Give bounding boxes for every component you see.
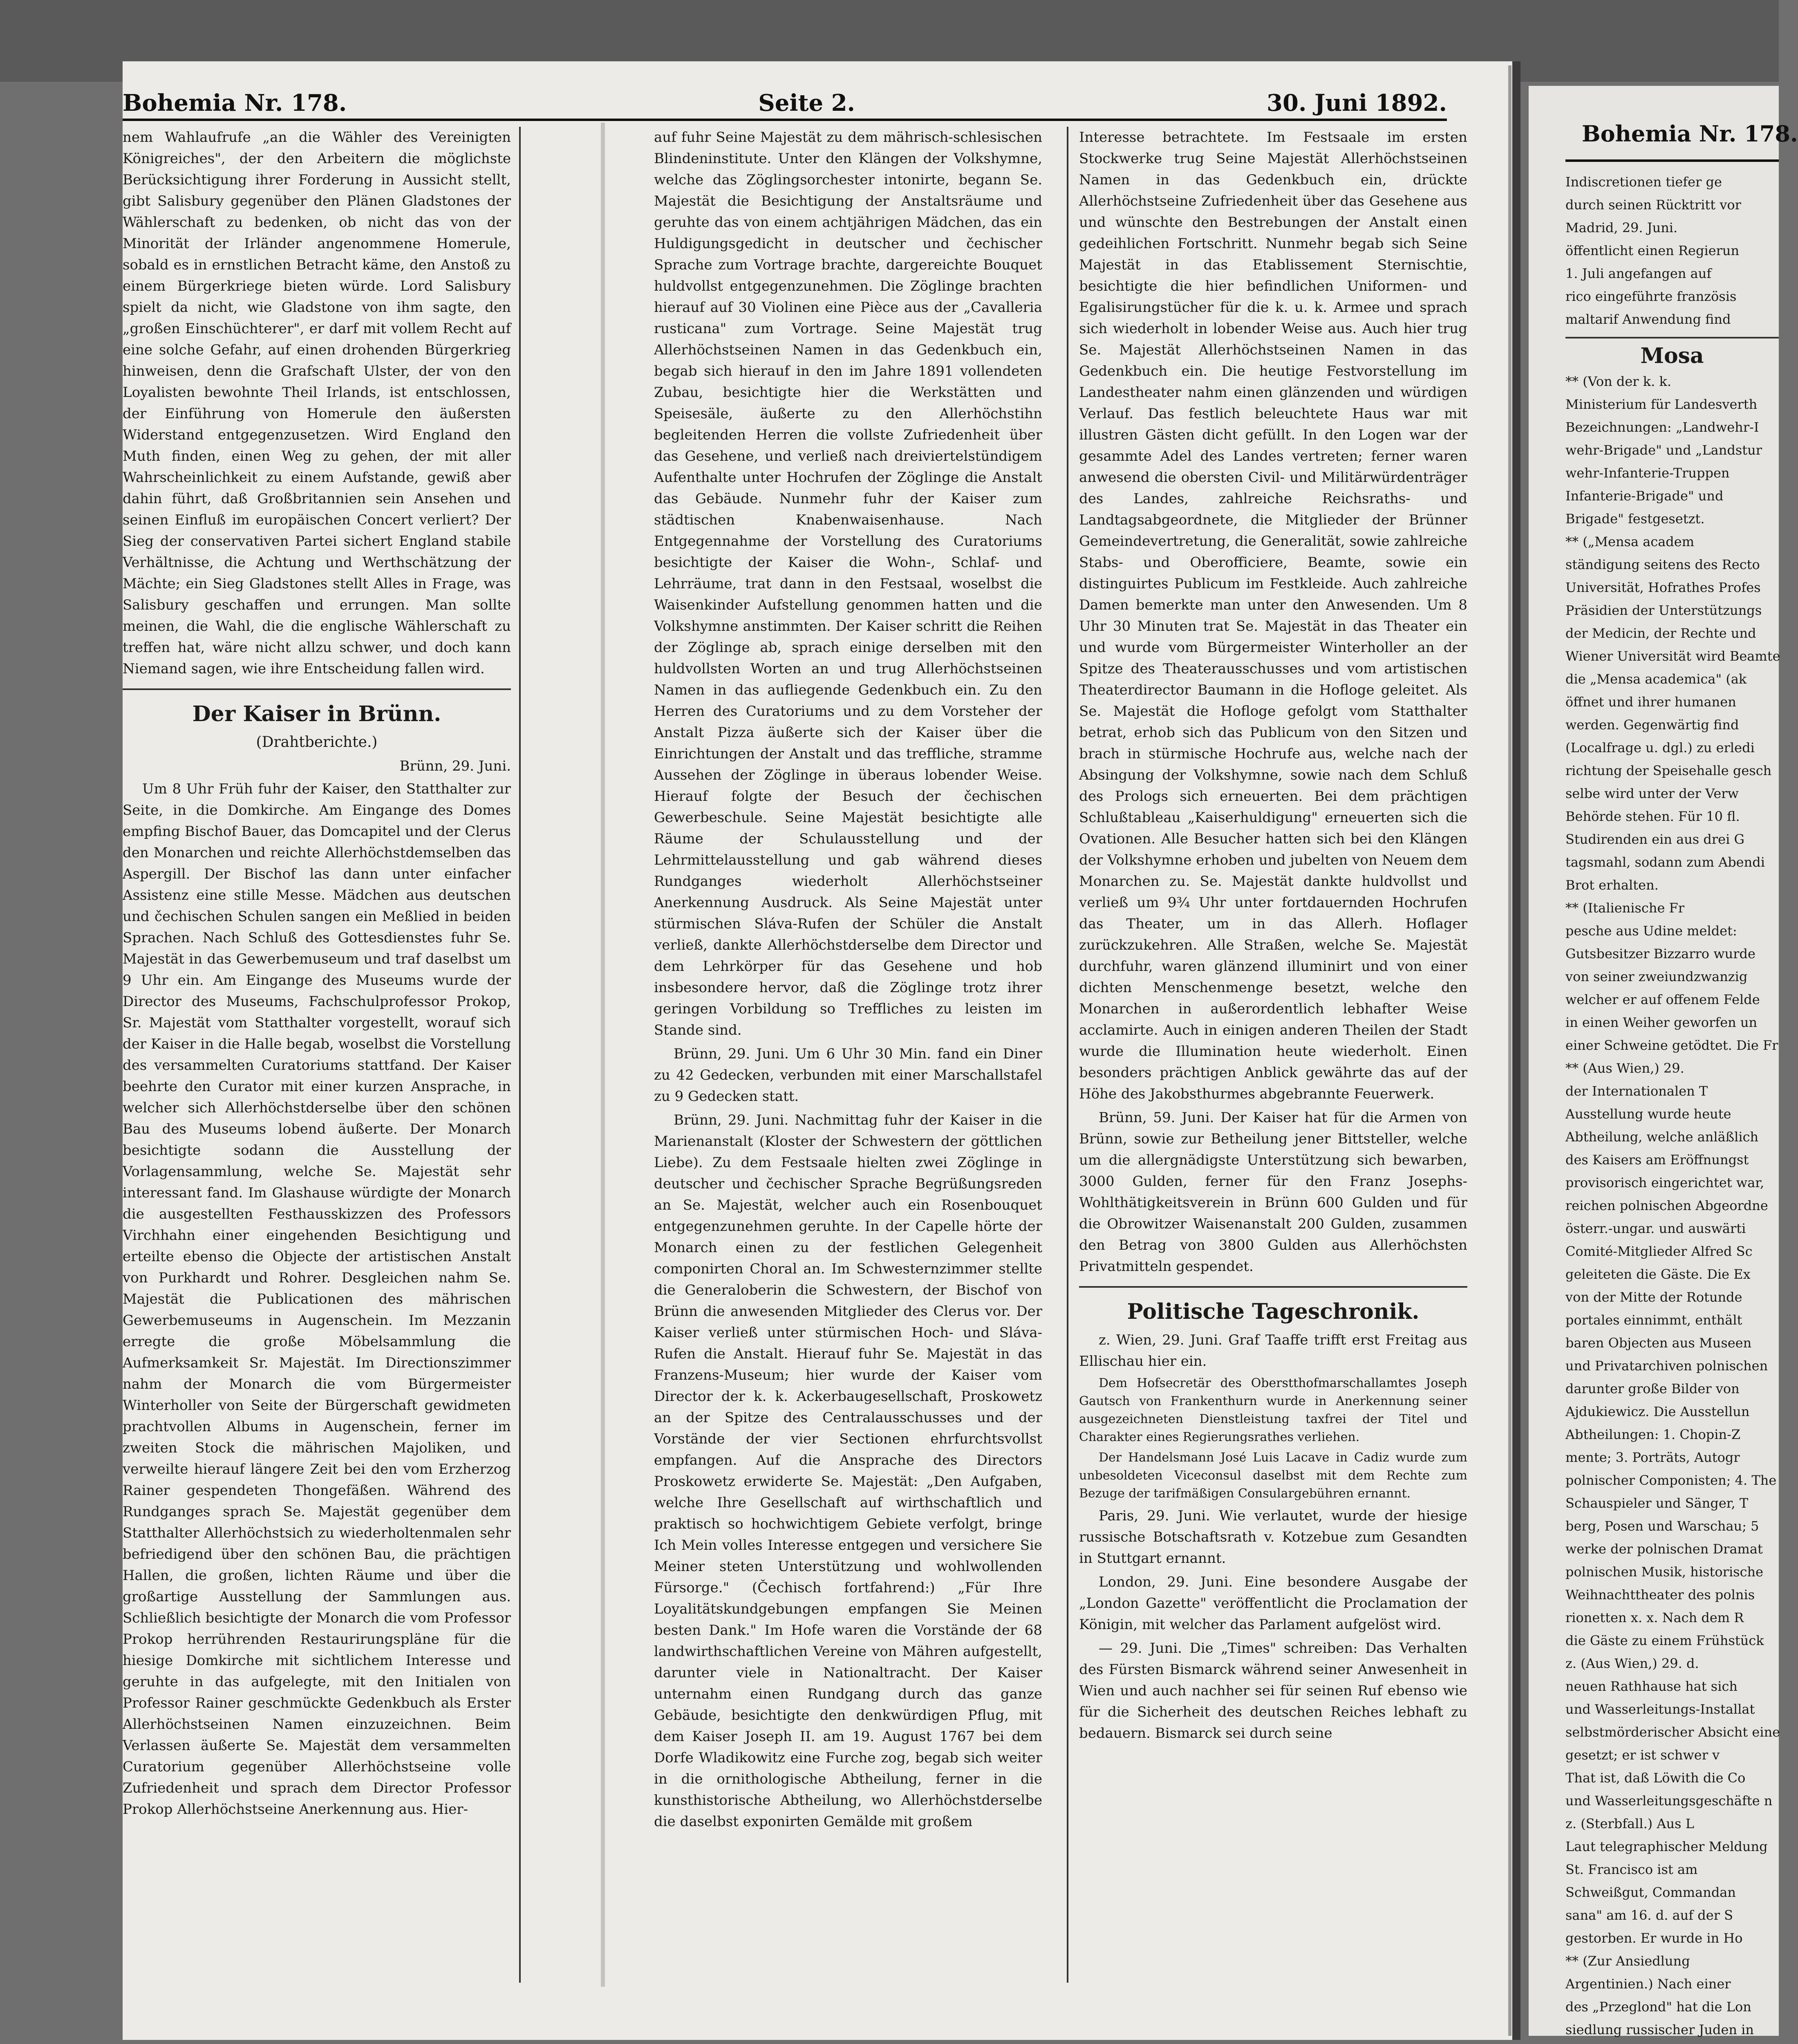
next-page-line: Universität, Hofrathes Profes (1565, 580, 1761, 595)
section-divider (123, 688, 511, 690)
next-page-line: des „Przeglond" hat die Lon (1565, 1999, 1751, 2015)
next-page-line: polnischer Componisten; 4. The (1565, 1472, 1777, 1488)
dateline: Brünn, 29. Juni. (399, 758, 511, 774)
next-page-line: durch seinen Rücktritt vor (1565, 197, 1741, 213)
next-page-header: Bohemia Nr. 178. (1582, 121, 1798, 147)
next-page-line: ** (Zur Ansiedlung (1565, 1953, 1690, 1969)
column-1 (123, 127, 511, 1987)
section-divider (1565, 337, 1779, 338)
article-body: Um 8 Uhr Früh fuhr der Kaiser, den Statthalter zur Seite, in die Domkirche. Am Eingange des Domes empfing Bischof Bauer, das Domcapitel und der Clerus den Monarchen und reichte Allerhöchstdemselben das Aspergill. Der Bischof las dann unter einfacher Assistenz eine stille Messe. Mädchen aus deutschen und čechischen Schulen sangen ein Meßlied in beiden Sprachen. Nach Schluß des Gottesdienstes fuhr Se. Majestät in das Gewerbemuseum und traf daselbst um 9 Uhr ein. Am Eingange des Museums wurde der Director des Museums, Fachschulprofessor Prokop, Sr. Majestät vom Statthalter vorgestellt, worauf sich der Kaiser in die Halle begab, woselbst die Vorstellung des versammelten Curatoriums stattfand. Der Kaiser beehrte den Curator mit einer kurzen Ansprache, in welcher sich Allerhöchstderselbe über den schönen Bau des Museums lobend äußerte. Der Monarch besichtigte sodann die Ausstellung der Vorlagensammlung, welche Se. Majestät sehr interessant fand. Im Glashause würdigte der Monarch die ausgestellten Festhausskizzen des Professors Virchhahn einer eingehenden Besichtigung und erteilte ebenso die Objecte der artistischen Anstalt von Purkhardt und Rohrer. Desgleichen nahm Se. Majestät die Publicationen des mährischen Gewerbemuseums in Augenschein. Im Mezzanin erregte die große Möbelsammlung die Aufmerksamkeit Sr. Majestät. Im Directionszimmer nahm der Monarch die vom Bürgermeister Winterholler von Seite der Bürgerschaft gewidmeten prachtvollen Albums in Augenschein, ferner im zweiten Stock die mährischen Majoliken, und verweilte hierauf längere Zeit bei den vom Erzherzog Rainer gespendeten Thongefäßen. Während des Rundganges sprach Se. Majestät gegenüber dem Statthalter Allerhöchstsich zu wiederholtenmalen sehr befriedigend über den schönen Bau, die prächtigen Hallen, die großen, lichten Räume und über die großartige Ausstellung der Sammlungen aus. Schließlich besichtigte der Monarch die vom Professor Prokop herrührenden Restaurirungspläne für die hiesige Domkirche mit sichtlichem Interesse und geruhte in das aufgelegte, mit den Initialen von Professor Rainer geschmückte Gedenkbuch als Erster Allerhöchstseinen Namen einzuzeichnen. Beim Verlassen äußerte Se. Majestät dem versammelten Curatorium gegenüber Allerhöchstseine volle Zufriedenheit und sprach dem Director Professor Prokop Allerhöchstseine Anerkennung aus. Hier- (123, 781, 511, 1818)
article-paragraph: London, 29. Juni. Eine besondere Ausgabe der „London Gazette" veröffentlicht die Proclamation der Königin, mit welcher das Parlament aufgelöst wird. (1079, 1574, 1467, 1633)
section-subtitle: (Drahtberichte.) (256, 734, 378, 751)
next-page-line: selbe wird unter der Verw (1565, 786, 1739, 801)
next-page-line: öffnet und ihrer humanen (1565, 694, 1736, 710)
article-paragraph: Paris, 29. Juni. Wie verlautet, wurde der hiesige russische Botschaftsrath v. Kotzebue zum Gesandten in Stuttgart ernannt. (1079, 1508, 1467, 1567)
next-page-line: darunter große Bilder von (1565, 1381, 1740, 1396)
next-page-line: einer Schweine getödtet. Die Fr (1565, 1038, 1778, 1053)
column-rule-1 (519, 127, 521, 1983)
next-page-line: gestorben. Er wurde in Ho (1565, 1930, 1743, 1946)
next-page-line: Madrid, 29. Juni. (1565, 220, 1678, 235)
next-page-line: siedlung russischer Juden in (1565, 2022, 1754, 2037)
next-page-line: z. (Aus Wien,) 29. d. (1565, 1656, 1699, 1671)
header-date: 30. Juni 1892. (1267, 90, 1447, 117)
article-paragraph: auf fuhr Seine Majestät zu dem mährisch-schlesischen Blindeninstitute. Unter den Klängen der Volkshymne, welche das Zöglingsorchester intonirte, begann Se. Majestät die Besichtigung der Anstaltsräume und geruhte das von einem achtjährigen Mädchen, das ein Huldigungsgedicht in deutscher und čechischer Sprache zum Vortrage brachte, dargereichte Bouquet huldvollst entgegenzunehmen. Die Zöglinge brachten hierauf auf 30 Violinen eine Pièce aus der „Cavalleria rusticana" zum Vortrage. Seine Majestät trug Allerhöchstseinen Namen in das Gedenkbuch ein, begab sich hierauf in den im Jahre 1891 vollendeten Zubau, besichtigte hier die Werkstätten und Speisesäle, äußerte zu den Allerhöchstihn begleitenden Herren die vollste Zufriedenheit über das Gesehene, und verließ nach dreiviertelstündigem Aufenthalte unter Hochrufen der Zöglinge die Anstalt das Gebäude. Nunmehr fuhr der Kaiser zum städtischen Knabenwaisenhause. Nach Entgegennahme der Vorstellung des Curatoriums besichtigte der Kaiser die Wohn-, Schlaf- und Lehrräume, trat dann in den Festsaal, woselbst die Waisenkinder Aufstellung genommen hatten und die Volkshymne anstimmten. Der Kaiser schritt die Reihen der Zöglinge ab, sprach einige derselben mit den huldvollsten Worten an und trug Allerhöchstseinen Namen in das aufliegende Gedenkbuch ein. Zu den Herren des Curatoriums und zu dem Vorsteher der Anstalt Pizza äußerte sich der Kaiser über die Einrichtungen der Anstalt und das treffliche, stramme Aussehen der Zöglinge in überaus lobender Weise. Hierauf folgte der Besuch der čechischen Gewerbeschule. Seine Majestät besichtigte alle Räume der Schulausstellung und der Lehrmittelausstellung und gab während dieses Rundganges wiederholt Allerhöchstseiner Anerkennung Ausdruck. Als Seine Majestät unter stürmischen Sláva-Rufen der Schüler die Anstalt verließ, dankte Allerhöchstderselbe dem Director und dem Lehrkörper für das Gesehene und hob insbesondere hervor, daß die Zöglinge trotz ihrer geringen Vorbildung so Treffliches zu leisten im Stande sind. (654, 129, 1042, 1038)
next-page-header-rule (1565, 159, 1779, 162)
section-divider (1079, 1286, 1467, 1288)
column-rule-2 (1067, 127, 1068, 1983)
next-page-line: St. Francisco ist am (1565, 1862, 1698, 1877)
next-page-line: und Wasserleitungsgeschäfte n (1565, 1793, 1773, 1809)
page-gutter (1508, 65, 1511, 2036)
article-paragraph: — 29. Juni. Die „Times" schreiben: Das Verhalten des Fürsten Bismarck während seiner Anwesenheit in Wien und auch nachher sei für seinen Ruf ebenso wie für die Sicherheit des deutschen Reiches lebhaft zu bedauern. Bismarck sei durch seine (1079, 1640, 1467, 1741)
next-page-line: sana" am 16. d. auf der S (1565, 1907, 1733, 1923)
next-page-line (1565, 2042, 1779, 2044)
next-page-line: der Medicin, der Rechte und (1565, 625, 1756, 641)
article-paragraph: z. Wien, 29. Juni. Graf Taaffe trifft erst Freitag aus Ellischau hier ein. (1079, 1332, 1467, 1369)
next-page-line: Brigade" festgesetzt. (1565, 511, 1705, 527)
next-page-line: reichen polnischen Abgeordne (1565, 1198, 1768, 1213)
section-title-tageschronik: Politische Tageschronik. (1127, 1299, 1420, 1324)
next-page-line: die „Mensa academica" (ak (1565, 671, 1747, 687)
next-page-line: portales einnimmt, enthält (1565, 1312, 1742, 1328)
article-intro: nem Wahlaufrufe „an die Wähler des Vereinigten Königreiches", der den Arbeitern die möglichste Berücksichtigung ihrer Forderung in Aussicht stellt, gibt Salisbury gegenüber den Plänen Gladstones der Wählerschaft zu bedenken, ob nicht das von der Minorität der Irländer angenommene Homerule, sobald es in ernstlichen Betracht käme, den Anstoß zu einem Bürgerkriege bieten würde. Lord Salisbury spielt da nicht, wie Gladstone von ihm sagte, den „großen Einschüchterer", er darf mit vollem Recht auf eine solche Gefahr, auf einen drohenden Bürgerkrieg hinweisen, denn die Grafschaft Ulster, der von den Loyalisten bewohnte Theil Irlands, ist entschlossen, der Einführung von Homerule den äußersten Widerstand entgegenzusetzen. Wird England den Muth finden, einen Weg zu gehen, der mit aller Wahrscheinlichkeit zu einem Aufstande, gewiß aber dahin führt, daß Großbritannien sein Ansehen und seinen Einfluß im europäischen Concert verliert? Der Sieg der conservativen Partei sichert England stabile Verhältnisse, die Achtung und Werthschätzung der Mächte; ein Sieg Gladstones stellt Alles in Frage, was Salisbury geschaffen und errungen. Man sollte meinen, die Wahl, die die englische Wählerschaft zu treffen hat, wäre nicht allzu schwer, und doch kann Niemand sagen, wie ihre Entscheidung fallen wird. (123, 129, 511, 677)
next-page-line: Präsidien der Unterstützungs (1565, 603, 1762, 618)
article-notice: Dem Hofsecretär des Oberstthofmarschallamtes Joseph Gautsch von Frankenthurn wurde in Anerkennung seiner ausgezeichneten Dienstleistung taxfrei der Titel und Charakter eines Regierungsrathes verliehen. (1079, 1376, 1467, 1444)
next-page-line: gesetzt; er ist schwer v (1565, 1747, 1720, 1763)
next-page-line: tagsmahl, sodann zum Abendi (1565, 854, 1765, 870)
next-page-line: z. (Sterbfall.) Aus L (1565, 1816, 1694, 1831)
next-page-line: Gutsbesitzer Bizzarro wurde (1565, 946, 1755, 961)
next-page-line: österr.-ungar. und auswärti (1565, 1221, 1746, 1236)
next-page-line: und Privatarchiven polnischen (1565, 1358, 1768, 1374)
next-page-line: Ministerium für Landesverth (1565, 397, 1758, 412)
page-edge (1512, 61, 1520, 2040)
next-page-line: Weihnachttheater des polnis (1565, 1587, 1755, 1602)
next-page-line: selbstmörderischer Absicht eine (1565, 1724, 1780, 1740)
next-page-line: (Localfrage u. dgl.) zu erledi (1565, 740, 1755, 755)
next-page-line: geleiteten die Gäste. Die Ex (1565, 1266, 1751, 1282)
next-page-line: des Kaisers am Eröffnungst (1565, 1152, 1749, 1168)
next-page-line: Abtheilungen: 1. Chopin-Z (1565, 1427, 1741, 1442)
next-page-line: Laut telegraphischer Meldung (1565, 1839, 1768, 1854)
next-page-line: öffentlicht einen Regierun (1565, 243, 1740, 258)
next-page-line: der Internationalen T (1565, 1083, 1708, 1099)
next-page-line: rico eingeführte französis (1565, 289, 1737, 304)
column-2 (654, 127, 1042, 1987)
next-page-line: 1. Juli angefangen auf (1565, 266, 1712, 281)
next-page-line: baren Objecten aus Museen (1565, 1335, 1752, 1351)
next-page-line: von seiner zweiundzwanzig (1565, 969, 1748, 984)
next-page-line: und Wasserleitungs-Installat (1565, 1701, 1755, 1717)
header-publication: Bohemia Nr. 178. (123, 90, 347, 117)
next-page-line: Ajdukiewicz. Die Ausstellun (1565, 1404, 1750, 1419)
next-page-line: Brot erhalten. (1565, 877, 1659, 893)
next-page-line: richtung der Speisehalle gesch (1565, 763, 1772, 778)
article-paragraph: Interesse betrachtete. Im Festsaale im ersten Stockwerke trug Seine Majestät Allerhöchstseinen Namen in das Gedenkbuch ein, drückte Allerhöchstseine Zufriedenheit über das Gesehene aus und wünschte den Bestrebungen der Anstalt einen gedeihlichen Fortschritt. Nunmehr begab sich Seine Majestät in das Etablissement Sternischtie, besichtigte die hier befindlichen Uniformen- und Egalisirungstücher für die k. u. k. Armee und sprach sich wiederholt in lobender Weise aus. Auch hier trug Se. Majestät Allerhöchstseinen Namen in das Gedenkbuch ein. Die heutige Festvorstellung im Landestheater nahm einen glänzenden und würdigen Verlauf. Das festlich beleuchtete Haus war mit illustren Gästen dicht gefüllt. In den Logen war der gesammte Adel des Landes vertreten; ferner waren anwesend die obersten Civil- und Militärwürdenträger des Landes, zahlreiche Reichsraths- und Landtagsabgeordnete, die Mitglieder der Brünner Gemeindevertretung, die Generalität, sowie zahlreiche Stabs- und Oberofficiere, Beamte, sowie ein distinguirtes Publicum im Festkleide. Auch zahlreiche Damen bemerkte man unter den Anwesenden. Um 8 Uhr 30 Minuten trat Se. Majestät in das Theater ein und wurde vom Bürgermeister Winterholler an der Spitze des Theaterausschusses und vom artistischen Theaterdirector Baumann in die Hofloge geleitet. Als Se. Majestät die Hofloge gefolgt vom Statthalter betrat, erhob sich das Publicum von den Sitzen und brach in stürmische Hochrufe aus, welche nach der Absingung der Volkshymne, sowie nach dem Schluß des Prologs sich erneuerten. Bei dem prächtigen Schlußtableau „Kaiserhuldigung" erneuerten sich die Ovationen. Alle Besucher hatten sich bei den Klängen der Volkshymne erhoben und jubelten von Neuem dem Monarchen zu. Se. Majestät dankte huldvollst und verließ um 9¾ Uhr unter fortdauernden Hochrufen das Theater, um in das Allerh. Hoflager zurückzukehren. Alle Straßen, welche Se. Majestät durchfuhr, waren glänzend illuminirt und von einer dichten Menschenmenge besetzt, welche den Monarchen in außerordentlich lebhafter Weise acclamirte. Auch in einigen anderen Theilen der Stadt wurde die Illumination heute wiederholt. Einen besonders prächtigen Anblick gewährte das auf der Höhe des Jakobsthurmes abgebrannte Feuerwerk. (1079, 129, 1467, 1102)
next-page-line: Bezeichnungen: „Landwehr-I (1565, 419, 1759, 435)
next-page-line: Ausstellung wurde heute (1565, 1106, 1731, 1122)
next-page-line: Studirenden ein aus drei G (1565, 831, 1745, 847)
next-page-line: werden. Gegenwärtig find (1565, 717, 1739, 733)
next-page-line: wehr-Infanterie-Truppen (1565, 465, 1730, 481)
next-page-line: provisorisch eingerichtet war, (1565, 1175, 1764, 1190)
article-paragraph: Brünn, 59. Juni. Der Kaiser hat für die Armen von Brünn, sowie zur Betheilung jener Bittsteller, welche um die allergnädigste Unterstützung sich bewarben, 3000 Gulden, ferner für den Franz Josephs-Wohlthätigkeitsverein in Brünn 600 Gulden und für die Obrowitzer Waisenanstalt 200 Gulden, zusammen den Betrag von 3800 Gulden aus Allerhöchsten Privatmitteln gespendet. (1079, 1109, 1467, 1275)
article-notice: Der Handelsmann José Luis Lacave in Cadiz wurde zum unbesoldeten Viceconsul daselbst mit dem Rechte zum Bezuge der tarifmäßigen Consulargebühren ernannt. (1079, 1450, 1467, 1501)
next-page-line: neuen Rathhause hat sich (1565, 1679, 1738, 1694)
next-page-top-lines (1565, 172, 1779, 329)
next-page-line: Argentinien.) Nach einer (1565, 1976, 1731, 1992)
next-page-body-lines (1565, 371, 1779, 2044)
header-page-number: Seite 2. (758, 90, 855, 117)
next-page-section-title: Mosa (1640, 343, 1704, 368)
next-page-line: von der Mitte der Rotunde (1565, 1289, 1742, 1305)
next-page-line: Comité-Mitglieder Alfred Sc (1565, 1244, 1753, 1259)
next-page-line: welcher er auf offenem Felde (1565, 992, 1760, 1007)
next-page-line: Wiener Universität wird Beamte (1565, 648, 1780, 664)
next-page-line: pesche aus Udine meldet: (1565, 923, 1737, 939)
next-page-line: polnischen Musik, historische (1565, 1564, 1764, 1580)
next-page-line: Behörde stehen. Für 10 fl. (1565, 809, 1740, 824)
page-header (123, 72, 1447, 117)
next-page-line: Schauspieler und Sänger, T (1565, 1495, 1749, 1511)
next-page-line: maltarif Anwendung find (1565, 312, 1731, 327)
next-page-line: ** (Von der k. k. (1565, 374, 1672, 389)
next-page-line: Infanterie-Brigade" und (1565, 488, 1724, 504)
next-page-line: ** (Italienische Fr (1565, 900, 1685, 916)
article-paragraph: Brünn, 29. Juni. Um 6 Uhr 30 Min. fand ein Diner zu 42 Gedecken, verbunden mit einer Marschallstafel zu 9 Gedecken statt. (654, 1046, 1042, 1105)
next-page-line: in einen Weiher geworfen un (1565, 1015, 1758, 1030)
next-page-line: werke der polnischen Dramat (1565, 1541, 1763, 1557)
next-page-line: berg, Posen und Warschau; 5 (1565, 1518, 1759, 1534)
next-page-line: Indiscretionen tiefer ge (1565, 174, 1722, 190)
next-page-line: ** („Mensa academ (1565, 534, 1695, 549)
header-rule (123, 119, 1447, 121)
next-page-line: mente; 3. Porträts, Autogr (1565, 1450, 1740, 1465)
paper-crease (601, 123, 605, 1987)
next-page-line: Abtheilung, welche anläßlich (1565, 1129, 1759, 1145)
next-page-line: Schweißgut, Commandan (1565, 1885, 1736, 1900)
article-paragraph: Brünn, 29. Juni. Nachmittag fuhr der Kaiser in die Marienanstalt (Kloster der Schwestern der göttlichen Liebe). Zu dem Festsaale hielten zwei Zöglinge in deutscher und čechischer Sprache Begrüßungsreden an Se. Majestät, welcher auch ein Rosenbouquet entgegenzunehmen geruhte. In der Capelle hörte der Monarch einen zu der festlichen Gelegenheit componirten Choral an. Im Schwesternzimmer stellte die Generaloberin die Schwestern, der Bischof von Brünn die anwesenden Mitglieder des Clerus vor. Der Kaiser verließ unter stürmischen Hoch- und Sláva-Rufen die Anstalt. Hierauf fuhr Se. Majestät in das Franzens-Museum; hier wurde der Kaiser vom Director der k. k. Ackerbaugesellschaft, Proskowetz an der Spitze des Centralausschusses und der Vorstände der vier Sectionen ehrfurchtsvollst empfangen. Auf die Ansprache des Directors Proskowetz erwiderte Se. Majestät: „Den Aufgaben, welche Ihre Gesellschaft auf wirthschaftlich und praktisch so hochwichtigem Gebiete verfolgt, bringe Ich Mein volles Interesse entgegen und versichere Sie Meiner steten Unterstützung und wohlwollenden Fürsorge." (Čechisch fortfahrend:) „Für Ihre Loyalitätskundgebungen empfangen Sie Meinen besten Dank." Im Hofe waren die Vorstände der 68 landwirthschaftlichen Vereine von Mähren aufgestellt, darunter viele in Nationaltracht. Der Kaiser unternahm einen Rundgang durch das ganze Gebäude, besichtigte den denkwürdigen Pflug, mit dem Kaiser Joseph II. am 19. August 1767 bei dem Dorfe Wladikowitz eine Furche zog, begab sich weiter in die ornithologische Abtheilung, ferner in die kunsthistorische Abtheilung, wo Allerhöchstderselbe die daselbst exponirten Gemälde mit großem (654, 1112, 1042, 1830)
next-page-line: That ist, daß Löwith die Co (1565, 1770, 1746, 1786)
next-page-line: wehr-Brigade" und „Landstur (1565, 442, 1762, 458)
next-page-column (1565, 172, 1780, 2037)
next-page-line: ** (Aus Wien,) 29. (1565, 1060, 1684, 1076)
section-title-kaiser: Der Kaiser in Brünn. (192, 702, 441, 726)
next-page-line: rionetten x. x. Nach dem R (1565, 1610, 1744, 1625)
next-page-line: ständigung seitens des Recto (1565, 557, 1760, 572)
column-3 (1079, 127, 1467, 1987)
next-page-line: die Gäste zu einem Frühstück (1565, 1633, 1764, 1648)
